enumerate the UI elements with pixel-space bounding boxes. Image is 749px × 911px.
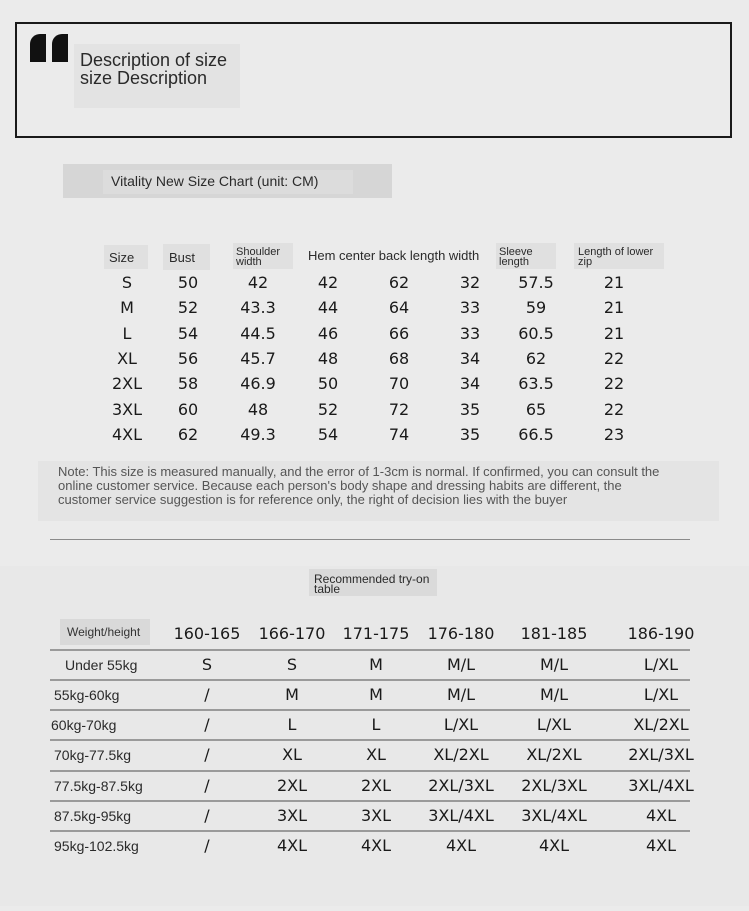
recommended-size-cell: /: [204, 715, 210, 734]
recommended-size-cell: 2XL/3XL: [428, 776, 494, 795]
size-cell-hem: 42: [317, 273, 339, 292]
col-header-size-bg: [104, 245, 148, 269]
size-cell-bust: 62: [177, 424, 199, 444]
tryon-section-bg: [0, 566, 749, 906]
weight-label: Under 55kg: [65, 657, 138, 673]
weight-label: 95kg-102.5kg: [54, 838, 139, 854]
weight-label: 60kg-70kg: [51, 717, 117, 733]
page-title: [74, 44, 240, 108]
recommended-size-cell: 3XL/4XL: [428, 806, 494, 825]
size-cell-hem: 46: [317, 323, 339, 343]
row-divider: [50, 649, 690, 651]
recommended-size-cell: /: [204, 745, 210, 764]
col-header-size: Size: [109, 250, 135, 265]
col-header-sleeve: Sleeve length: [499, 246, 533, 268]
size-cell-size: 2XL: [111, 374, 143, 394]
size-cell-size: 3XL: [111, 399, 143, 419]
col-header-shoulder-bg: [233, 243, 293, 269]
size-cell-shoulder: 48: [247, 399, 269, 419]
recommended-size-cell: M/L: [539, 685, 569, 704]
height-header: 176-180: [427, 624, 495, 643]
size-cell-hem: 44: [317, 298, 339, 318]
size-cell-width: 33: [459, 298, 481, 318]
size-cell-sleeve: 57.5: [518, 273, 554, 292]
row-divider: [50, 800, 690, 802]
size-cell-zip: 22: [603, 374, 625, 394]
recommended-size-cell: /: [204, 685, 210, 704]
recommended-size-cell: 2XL/3XL: [628, 745, 694, 764]
recommended-size-cell: /: [204, 836, 210, 855]
size-cell-sleeve: 60.5: [518, 323, 554, 343]
col-header-zip: Length of lower zip: [578, 246, 654, 268]
size-cell-zip: 21: [603, 298, 625, 318]
note-line-1: Note: This size is measured manually, and the error of 1-3cm is normal. If confirmed, you can consult the: [58, 464, 660, 479]
height-header: 171-175: [342, 624, 410, 643]
row-divider: [50, 679, 690, 681]
size-cell-bust: 58: [177, 374, 199, 394]
tryon-caption: Recommended try-on table: [314, 572, 430, 596]
size-cell-shoulder: 43.3: [240, 298, 276, 318]
size-cell-width: 34: [459, 348, 481, 368]
recommended-size-cell: XL: [282, 745, 302, 764]
recommended-size-cell: XL/2XL: [433, 745, 489, 764]
row-divider: [50, 770, 690, 772]
col-header-bust: Bust: [169, 250, 196, 265]
recommended-size-cell: 4XL: [360, 836, 392, 855]
size-cell-width: 34: [459, 374, 481, 394]
recommended-size-cell: /: [204, 806, 210, 825]
recommended-size-cell: 4XL: [445, 836, 477, 855]
size-cell-shoulder: 42: [247, 273, 269, 292]
recommended-size-cell: M: [285, 685, 299, 704]
size-cell-shoulder: 49.3: [240, 424, 276, 444]
size-cell-size: 4XL: [111, 424, 143, 444]
size-cell-size: L: [122, 323, 132, 343]
size-chart-title-banner: [63, 164, 392, 198]
recommended-size-cell: XL/2XL: [633, 715, 689, 734]
size-cell-hem: 50: [317, 374, 339, 394]
recommended-size-cell: 3XL/4XL: [521, 806, 587, 825]
note-box: [38, 461, 719, 521]
col-header-sleeve-bg: [496, 243, 556, 269]
size-cell-bust: 50: [177, 273, 199, 292]
weight-label: 77.5kg-87.5kg: [54, 778, 143, 794]
size-cell-bust: 56: [177, 348, 199, 368]
size-cell-zip: 22: [603, 399, 625, 419]
col-header-shoulder: Shoulder width: [236, 246, 281, 268]
size-cell-zip: 21: [603, 323, 625, 343]
recommended-size-cell: L/XL: [643, 655, 679, 674]
recommended-size-cell: /: [204, 776, 210, 795]
size-cell-sleeve: 66.5: [518, 424, 554, 444]
size-cell-back_length: 72: [388, 399, 410, 419]
recommended-size-cell: 3XL: [276, 806, 308, 825]
section-divider: [50, 539, 690, 540]
recommended-size-cell: 2XL/3XL: [521, 776, 587, 795]
size-cell-size: S: [121, 273, 133, 292]
size-cell-back_length: 74: [388, 424, 410, 444]
size-cell-width: 32: [459, 273, 481, 292]
weight-label: 70kg-77.5kg: [54, 747, 132, 763]
height-header: 160-165: [173, 624, 241, 643]
recommended-size-cell: L/XL: [643, 685, 679, 704]
quote-icon: [30, 34, 70, 62]
recommended-size-cell: L/XL: [443, 715, 479, 734]
size-cell-bust: 54: [177, 323, 199, 343]
title-line-2: size Description: [80, 68, 208, 88]
recommended-size-cell: L: [287, 715, 297, 734]
recommended-size-cell: 4XL: [538, 836, 570, 855]
size-cell-shoulder: 46.9: [240, 374, 276, 394]
size-cell-size: XL: [117, 348, 137, 368]
size-cell-sleeve: 59: [525, 298, 547, 318]
size-cell-shoulder: 45.7: [240, 348, 276, 368]
row-divider: [50, 709, 690, 711]
size-cell-sleeve: 62: [525, 348, 547, 368]
recommended-size-cell: M: [369, 685, 383, 704]
recommended-size-cell: 3XL: [360, 806, 392, 825]
weight-height-label: Weight/height: [67, 625, 141, 639]
recommended-size-cell: L: [371, 715, 381, 734]
note-line-2: online customer service. Because each person's body shape and dressing habits are different, the: [58, 478, 622, 493]
size-cell-zip: 22: [603, 348, 625, 368]
size-cell-width: 35: [459, 399, 481, 419]
recommended-size-cell: 3XL/4XL: [628, 776, 694, 795]
col-header-bust-bg: [163, 244, 210, 270]
size-cell-zip: 23: [603, 424, 625, 444]
size-cell-back_length: 70: [388, 374, 410, 394]
size-cell-width: 35: [459, 424, 481, 444]
height-header: 186-190: [627, 624, 695, 643]
title-line-1: Description of size: [80, 50, 228, 70]
size-cell-hem: 52: [317, 399, 339, 419]
height-header: 166-170: [258, 624, 326, 643]
recommended-size-cell: M/L: [446, 685, 476, 704]
size-cell-shoulder: 44.5: [240, 323, 276, 343]
size-cell-bust: 52: [177, 298, 199, 318]
size-cell-zip: 21: [603, 273, 625, 292]
weight-label: 87.5kg-95kg: [54, 808, 132, 824]
recommended-size-cell: M/L: [539, 655, 569, 674]
tryon-caption-box: [309, 569, 437, 596]
col-header-zip-bg: [574, 243, 664, 269]
recommended-size-cell: M/L: [446, 655, 476, 674]
size-cell-hem: 54: [317, 424, 339, 444]
recommended-size-cell: XL/2XL: [526, 745, 582, 764]
size-cell-back_length: 62: [388, 273, 410, 292]
size-cell-hem: 48: [317, 348, 339, 368]
row-divider: [50, 739, 690, 741]
size-cell-size: M: [120, 298, 134, 318]
size-chart-title: Vitality New Size Chart (unit: CM): [111, 173, 319, 189]
recommended-size-cell: 2XL: [360, 776, 392, 795]
recommended-size-cell: XL: [366, 745, 386, 764]
note-text: [58, 465, 718, 507]
recommended-size-cell: 2XL: [276, 776, 308, 795]
size-cell-back_length: 66: [388, 323, 410, 343]
row-divider: [50, 830, 690, 832]
note-line-3: customer service suggestion is for reference only, the right of decision lies with the buyer: [58, 492, 568, 507]
size-cell-back_length: 68: [388, 348, 410, 368]
recommended-size-cell: 4XL: [276, 836, 308, 855]
size-cell-bust: 60: [177, 399, 199, 419]
size-cell-width: 33: [459, 323, 481, 343]
recommended-size-cell: L/XL: [536, 715, 572, 734]
recommended-size-cell: S: [201, 655, 213, 674]
height-header: 181-185: [520, 624, 588, 643]
size-cell-sleeve: 63.5: [518, 374, 554, 394]
recommended-size-cell: M: [369, 655, 383, 674]
weight-height-label-box: [60, 619, 150, 645]
col-header-hem: Hem center back length width: [308, 248, 480, 263]
size-cell-sleeve: 65: [525, 399, 547, 419]
recommended-size-cell: 4XL: [645, 836, 677, 855]
recommended-size-cell: S: [286, 655, 298, 674]
size-cell-back_length: 64: [388, 298, 410, 318]
recommended-size-cell: 4XL: [645, 806, 677, 825]
weight-label: 55kg-60kg: [54, 687, 120, 703]
